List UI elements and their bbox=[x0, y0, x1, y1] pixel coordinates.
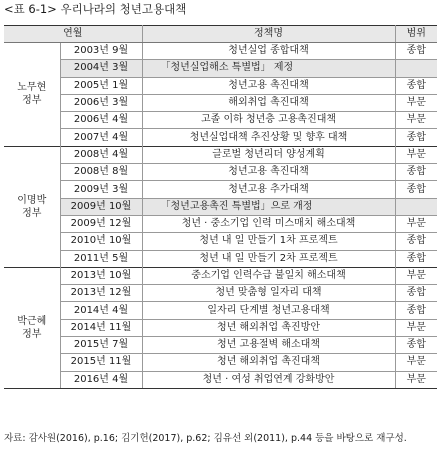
table-row bbox=[4, 215, 437, 232]
government-cell bbox=[4, 146, 60, 267]
table-row bbox=[4, 267, 437, 284]
scope-cell: 부문 bbox=[395, 112, 437, 129]
government-label: 정부 bbox=[22, 95, 42, 107]
date-cell: 2003년 9월 bbox=[60, 43, 142, 60]
scope-cell: 부문 bbox=[395, 94, 437, 111]
policy-cell: 「청년실업해소 특별법」 제정 bbox=[142, 60, 395, 77]
policy-cell: 「청년고용촉진 특별법」으로 개정 bbox=[142, 198, 395, 215]
table-body bbox=[4, 43, 437, 389]
policy-cell: 청년고용 추가대책 bbox=[142, 181, 395, 198]
scope-cell: 종합 bbox=[395, 77, 437, 94]
table-row bbox=[4, 233, 437, 250]
scope-cell: 부문 bbox=[395, 215, 437, 232]
date-cell: 2014년 4월 bbox=[60, 302, 142, 319]
policy-cell: 청년 고용절벽 해소대책 bbox=[142, 337, 395, 354]
government-label: 이명박 bbox=[17, 194, 47, 206]
scope-cell: 종합 bbox=[395, 337, 437, 354]
table-row bbox=[4, 285, 437, 302]
table-row bbox=[4, 60, 437, 77]
policy-cell: 중소기업 인력수급 불일치 해소대책 bbox=[142, 267, 395, 284]
policy-cell: 청년 · 여성 취업연계 강화방안 bbox=[142, 371, 395, 388]
policy-cell: 청년 · 중소기업 인력 미스매치 해소대책 bbox=[142, 215, 395, 232]
table-row bbox=[4, 354, 437, 371]
policy-cell: 청년실업대책 추진상황 및 향후 대책 bbox=[142, 129, 395, 146]
scope-cell: 종합 bbox=[395, 233, 437, 250]
government-cell bbox=[4, 267, 60, 388]
scope-cell: 종합 bbox=[395, 181, 437, 198]
policy-cell: 청년고용 촉진대책 bbox=[142, 77, 395, 94]
scope-cell: 종합 bbox=[395, 250, 437, 267]
date-cell: 2014년 11월 bbox=[60, 319, 142, 336]
table-row bbox=[4, 164, 437, 181]
header-date: 연월 bbox=[4, 26, 142, 43]
header-scope: 범위 bbox=[395, 26, 437, 43]
policy-cell: 글로벌 청년리더 양성계획 bbox=[142, 146, 395, 163]
date-cell: 2006년 3월 bbox=[60, 94, 142, 111]
date-cell: 2009년 10월 bbox=[60, 198, 142, 215]
policy-cell: 해외취업 촉진대책 bbox=[142, 94, 395, 111]
scope-cell: 종합 bbox=[395, 43, 437, 60]
government-label: 정부 bbox=[22, 328, 42, 340]
policy-cell: 청년 내 일 만들기 2차 프로젝트 bbox=[142, 250, 395, 267]
table-row bbox=[4, 302, 437, 319]
date-cell: 2004년 3월 bbox=[60, 60, 142, 77]
date-cell: 2013년 12월 bbox=[60, 285, 142, 302]
scope-cell: 종합 bbox=[395, 285, 437, 302]
scope-cell bbox=[395, 198, 437, 215]
government-label: 박근혜 bbox=[17, 315, 47, 327]
table-row bbox=[4, 94, 437, 111]
table-row bbox=[4, 77, 437, 94]
date-cell: 2009년 12월 bbox=[60, 215, 142, 232]
date-cell: 2005년 1월 bbox=[60, 77, 142, 94]
policy-cell: 일자리 단계별 청년고용대책 bbox=[142, 302, 395, 319]
date-cell: 2016년 4월 bbox=[60, 371, 142, 388]
youth-employment-policy-table bbox=[4, 25, 437, 389]
scope-cell: 종합 bbox=[395, 164, 437, 181]
policy-cell: 청년 맞춤형 일자리 대책 bbox=[142, 285, 395, 302]
date-cell: 2015년 11월 bbox=[60, 354, 142, 371]
header-row bbox=[4, 26, 437, 43]
scope-cell bbox=[395, 60, 437, 77]
scope-cell: 부문 bbox=[395, 371, 437, 388]
table-row bbox=[4, 198, 437, 215]
date-cell: 2013년 10월 bbox=[60, 267, 142, 284]
table-row bbox=[4, 371, 437, 388]
date-cell: 2008년 8월 bbox=[60, 164, 142, 181]
date-cell: 2007년 4월 bbox=[60, 129, 142, 146]
scope-cell: 부문 bbox=[395, 146, 437, 163]
scope-cell: 종합 bbox=[395, 129, 437, 146]
table-row bbox=[4, 129, 437, 146]
table-row bbox=[4, 250, 437, 267]
policy-cell: 고졸 이하 청년층 고용촉진대책 bbox=[142, 112, 395, 129]
scope-cell: 부문 bbox=[395, 319, 437, 336]
table-row bbox=[4, 43, 437, 60]
date-cell: 2015년 7월 bbox=[60, 337, 142, 354]
date-cell: 2009년 3월 bbox=[60, 181, 142, 198]
table-title: <표 6-1> 우리나라의 청년고용대책 bbox=[4, 2, 187, 16]
scope-cell: 부문 bbox=[395, 354, 437, 371]
date-cell: 2010년 10월 bbox=[60, 233, 142, 250]
table-row bbox=[4, 146, 437, 163]
scope-cell: 부문 bbox=[395, 267, 437, 284]
policy-cell: 청년 해외취업 촉진대책 bbox=[142, 354, 395, 371]
table-row bbox=[4, 319, 437, 336]
policy-cell: 청년 해외취업 촉진방안 bbox=[142, 319, 395, 336]
header-policy: 정책명 bbox=[142, 26, 395, 43]
policy-cell: 청년고용 촉진대책 bbox=[142, 164, 395, 181]
date-cell: 2011년 5월 bbox=[60, 250, 142, 267]
policy-cell: 청년실업 종합대책 bbox=[142, 43, 395, 60]
government-label: 노무현 bbox=[17, 82, 47, 94]
government-cell bbox=[4, 43, 60, 147]
government-label: 정부 bbox=[22, 207, 42, 219]
table-row bbox=[4, 337, 437, 354]
policy-cell: 청년 내 일 만들기 1차 프로젝트 bbox=[142, 233, 395, 250]
date-cell: 2008년 4월 bbox=[60, 146, 142, 163]
table-row bbox=[4, 112, 437, 129]
source-note: 자료: 감사원(2016), p.16; 김기헌(2017), p.62; 김유선 외(2011), p.44 등을 바탕으로 재구성. bbox=[4, 433, 407, 444]
table-row bbox=[4, 181, 437, 198]
date-cell: 2006년 4월 bbox=[60, 112, 142, 129]
scope-cell: 종합 bbox=[395, 302, 437, 319]
